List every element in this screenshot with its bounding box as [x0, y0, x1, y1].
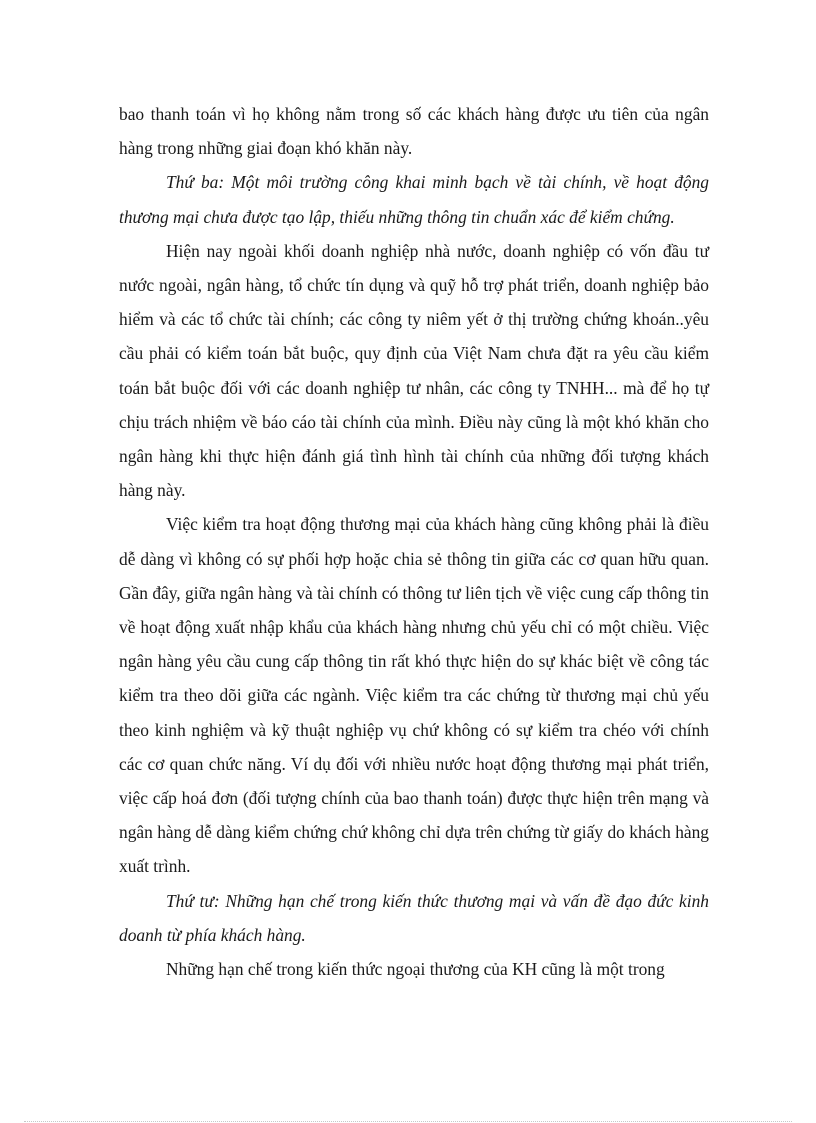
paragraph-heading-thu-tu: Thứ tư: Những hạn chế trong kiến thức thương mại và vấn đề đạo đức kinh doanh từ phía khách hàng.	[119, 890, 709, 945]
document-body	[119, 97, 709, 986]
paragraph-audit-requirements: Hiện nay ngoài khối doanh nghiệp nhà nước, doanh nghiệp có vốn đầu tư nước ngoài, ngân hàng, tổ chức tín dụng và quỹ hỗ trợ phát triển, doanh nghiệp bảo hiểm và các tổ chức tài chính; các công ty niêm yết ở thị trường chứng khoán..yêu cầu phải có kiểm toán bắt buộc, quy định của Việt Nam chưa đặt ra yêu cầu kiểm toán bắt buộc đối với các doanh nghiệp tư nhân, các công ty TNHH... mà để họ tự chịu trách nhiệm về báo cáo tài chính của mình. Điều này cũng là một khó khăn cho ngân hàng khi thực hiện đánh giá tình hình tài chính của những đối tượng khách hàng này.	[119, 240, 709, 501]
paragraph-heading-thu-ba: Thứ ba: Một môi trường công khai minh bạch về tài chính, về hoạt động thương mại chưa được tạo lập, thiếu những thông tin chuẩn xác để kiểm chứng.	[119, 172, 709, 227]
paragraph-customer-knowledge: Những hạn chế trong kiến thức ngoại thương của KH cũng là một trong	[166, 959, 665, 980]
page-bottom-divider	[24, 1121, 792, 1122]
paragraph-trade-verification: Việc kiểm tra hoạt động thương mại của khách hàng cũng không phải là điều dễ dàng vì không có sự phối hợp hoặc chia sẻ thông tin giữa các cơ quan hữu quan. Gần đây, giữa ngân hàng và tài chính có thông tư liên tịch về việc cung cấp thông tin về hoạt động xuất nhập khẩu của khách hàng nhưng chủ yếu chỉ có một chiều. Việc ngân hàng yêu cầu cung cấp thông tin rất khó thực hiện do sự khác biệt về công tác kiểm tra theo dõi giữa các ngành. Việc kiểm tra các chứng từ thương mại chủ yếu theo kinh nghiệm và kỹ thuật nghiệp vụ chứ không có sự kiểm tra chéo với chính các cơ quan chức năng. Ví dụ đối với nhiều nước hoạt động thương mại phát triển, việc cấp hoá đơn (đối tượng chính của bao thanh toán) được thực hiện trên mạng và ngân hàng dễ dàng kiểm chứng chứ không chỉ dựa trên chứng từ giấy do khách hàng xuất trình.	[119, 514, 709, 877]
paragraph-continuation: bao thanh toán vì họ không nằm trong số các khách hàng được ưu tiên của ngân hàng trong những giai đoạn khó khăn này.	[119, 104, 709, 159]
